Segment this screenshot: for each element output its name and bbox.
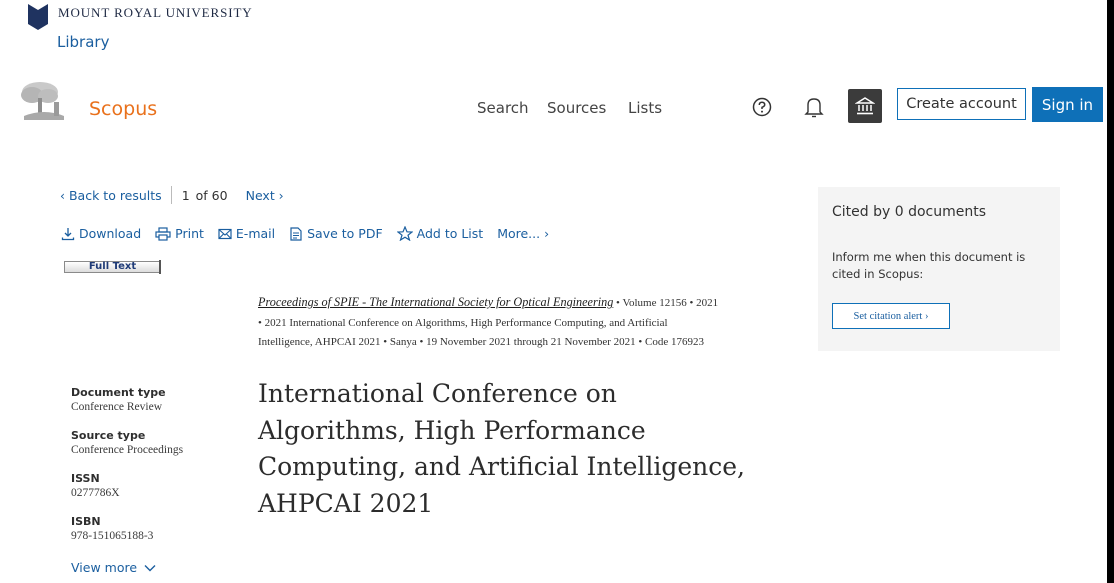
bell-icon[interactable] bbox=[804, 96, 824, 120]
institution-icon bbox=[855, 96, 875, 116]
isbn-label: ISBN bbox=[71, 515, 101, 528]
citation-alert-text: Inform me when this document is cited in Scopus: bbox=[832, 250, 1026, 281]
printer-icon bbox=[155, 227, 171, 241]
document-title-line-3: Computing, and Artificial Intelligence, bbox=[258, 452, 745, 481]
result-index: 1 bbox=[181, 187, 190, 203]
chevron-down-icon bbox=[144, 564, 156, 572]
email-label: E-mail bbox=[235, 226, 276, 241]
full-text-button[interactable]: Full Text bbox=[64, 261, 161, 273]
cited-by-count: Cited by 0 documents bbox=[832, 204, 987, 220]
create-account-button[interactable]: Create account bbox=[897, 88, 1026, 120]
institution-button[interactable] bbox=[848, 89, 882, 123]
pdf-icon bbox=[289, 227, 303, 241]
save-pdf-label: Save to PDF bbox=[307, 226, 383, 241]
document-actions bbox=[61, 226, 563, 241]
nav-search[interactable]: Search bbox=[477, 99, 529, 117]
results-navigation bbox=[60, 186, 284, 204]
document-title-line-2: Algorithms, High Performance bbox=[258, 415, 646, 445]
mru-brand[interactable] bbox=[28, 4, 253, 30]
full-text-divider bbox=[159, 260, 161, 274]
divider bbox=[171, 186, 172, 204]
document-type-block bbox=[71, 386, 166, 413]
document-type-label: Document type bbox=[71, 386, 166, 399]
download-label: Download bbox=[79, 226, 142, 241]
save-pdf-action[interactable] bbox=[289, 226, 383, 241]
isbn-block bbox=[71, 515, 153, 542]
star-icon bbox=[397, 226, 413, 241]
issn-value: 0277786X bbox=[71, 487, 120, 499]
print-label: Print bbox=[175, 226, 204, 241]
more-actions[interactable]: More... › bbox=[497, 226, 550, 241]
source-line-3: Intelligence, AHPCAI 2021 • Sanya • 19 November 2021 through 21 November 2021 • Code 176923 bbox=[258, 336, 704, 348]
source-type-label: Source type bbox=[71, 429, 146, 442]
print-action[interactable] bbox=[155, 226, 204, 241]
add-to-list-label: Add to List bbox=[416, 226, 484, 241]
view-more-label: View more bbox=[71, 560, 138, 575]
citation-panel bbox=[818, 187, 1060, 351]
sign-in-button[interactable]: Sign in bbox=[1032, 87, 1103, 122]
add-to-list-action[interactable] bbox=[397, 226, 484, 241]
back-to-results-link[interactable]: ‹ Back to results bbox=[60, 187, 162, 203]
result-total: of 60 bbox=[195, 187, 228, 203]
document-type-value: Conference Review bbox=[71, 401, 163, 413]
isbn-value: 978-151065188-3 bbox=[71, 530, 154, 542]
library-link[interactable]: Library bbox=[57, 33, 110, 51]
document-title-line-4: AHPCAI 2021 bbox=[258, 488, 434, 518]
mru-shield-icon bbox=[28, 4, 48, 30]
source-info bbox=[258, 293, 804, 353]
issn-block bbox=[71, 472, 120, 499]
institution-name: MOUNT ROYAL UNIVERSITY bbox=[58, 5, 253, 20]
journal-link[interactable]: Proceedings of SPIE - The International Society for Optical Engineering bbox=[258, 295, 614, 309]
issn-label: ISSN bbox=[71, 472, 100, 485]
set-citation-alert-button[interactable]: Set citation alert › bbox=[832, 303, 950, 329]
elsevier-tree-logo[interactable] bbox=[18, 80, 70, 122]
scopus-brand[interactable]: Scopus bbox=[89, 98, 158, 120]
download-action[interactable] bbox=[61, 226, 141, 241]
nav-sources[interactable]: Sources bbox=[547, 99, 607, 117]
source-line-1 bbox=[258, 293, 804, 314]
result-position bbox=[182, 188, 228, 203]
source-type-value: Conference Proceedings bbox=[71, 444, 184, 456]
nav-lists[interactable]: Lists bbox=[628, 99, 663, 117]
document-title bbox=[258, 376, 818, 522]
source-type-block bbox=[71, 429, 183, 456]
next-result-link[interactable]: Next › bbox=[245, 187, 284, 203]
email-icon bbox=[218, 228, 232, 240]
view-more-link[interactable] bbox=[71, 560, 156, 575]
email-action[interactable] bbox=[218, 226, 275, 241]
volume-year: • Volume 12156 • 2021 bbox=[613, 297, 719, 309]
help-icon[interactable] bbox=[751, 96, 773, 118]
source-line-2: • 2021 International Conference on Algorithms, High Performance Computing, and Artificial bbox=[258, 316, 668, 329]
download-icon bbox=[61, 227, 75, 241]
document-title-line-1: International Conference on bbox=[258, 379, 617, 408]
